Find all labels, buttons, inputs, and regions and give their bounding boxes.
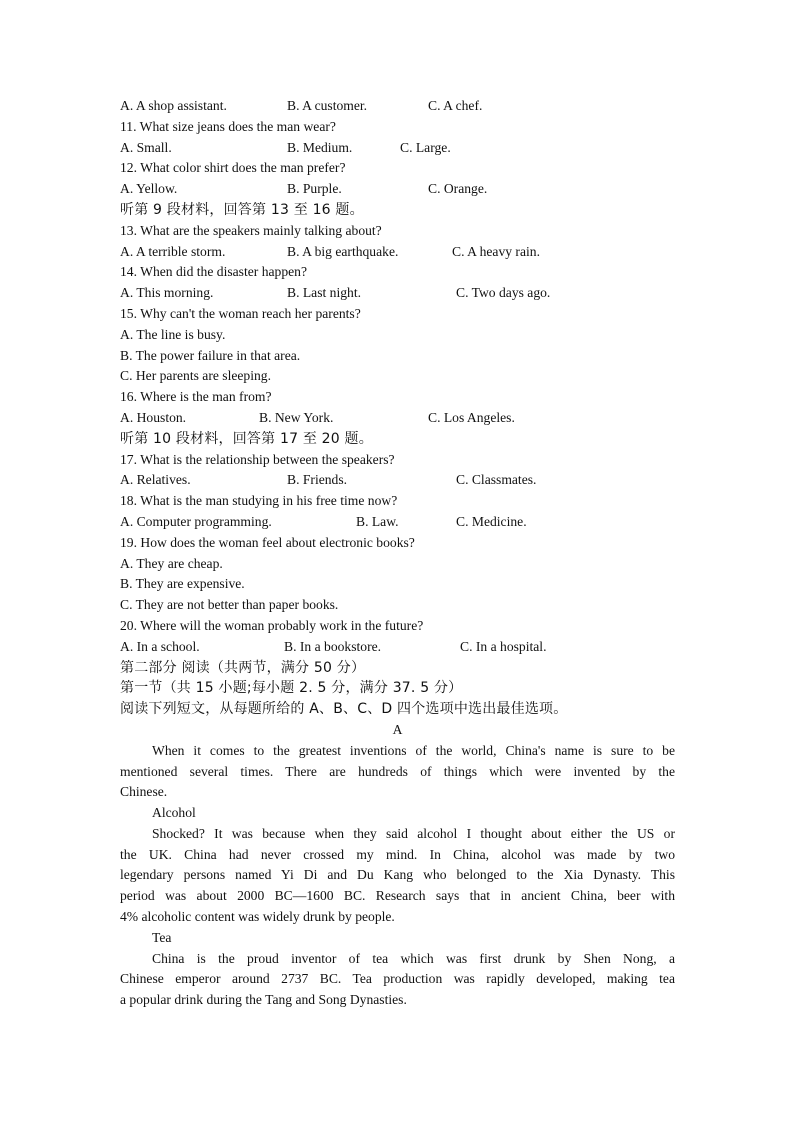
- q10-option-a: A. A shop assistant.: [120, 98, 227, 113]
- q16-options: [120, 408, 675, 429]
- q12-option-a: A. Yellow.: [120, 181, 178, 197]
- q16-stem: 16. Where is the man from?: [120, 389, 272, 405]
- q12-options: [120, 179, 675, 200]
- heading-alcohol: Alcohol: [152, 805, 196, 821]
- passage-paragraph-2-line-5: 4% alcoholic content was widely drunk by people.: [120, 909, 395, 925]
- q11-stem: 11. What size jeans does the man wear?: [120, 118, 336, 134]
- part-2-title: 第二部分 阅读（共两节，满分 50 分）: [120, 659, 366, 676]
- q13-stem: 13. What are the speakers mainly talking about?: [120, 222, 382, 238]
- q15-option-b: B. The power failure in that area.: [120, 347, 301, 363]
- q16-option-c: C. Los Angeles.: [428, 409, 515, 425]
- q17-stem: 17. What is the relationship between the speakers?: [120, 451, 395, 467]
- q10-options: [120, 96, 675, 117]
- q15-stem: 15. Why can't the woman reach her parents?: [120, 305, 361, 321]
- q12-stem: 12. What color shirt does the man prefer?: [120, 160, 346, 176]
- passage-paragraph-1-line-3: Chinese.: [120, 784, 168, 800]
- section-1-title: 第一节（共 15 小题;每小题 2. 5 分，满分 37. 5 分）: [120, 680, 463, 697]
- q14-option-b: B. Last night.: [287, 285, 362, 301]
- q20-option-b: B. In a bookstore.: [284, 638, 382, 654]
- q20-options: [120, 637, 675, 658]
- q15-option-a: A. The line is busy.: [120, 326, 226, 342]
- q18-option-b: B. Law.: [356, 513, 399, 529]
- passage-paragraph-3-line-2: Chinese emperor around 2737 BC. Tea production was rapidly developed, making tea: [120, 971, 675, 987]
- section-10-heading: 听第 10 段材料，回答第 17 至 20 题。: [120, 430, 373, 447]
- q11-option-c: C. Large.: [400, 139, 451, 155]
- q19-option-c: C. They are not better than paper books.: [120, 597, 339, 613]
- q14-options: [120, 283, 675, 304]
- passage-paragraph-2-line-2: the UK. China had never crossed my mind. In China, alcohol was made by two: [120, 846, 675, 862]
- q11-option-a: A. Small.: [120, 139, 172, 155]
- q18-option-a: A. Computer programming.: [120, 513, 272, 529]
- q10-option-c: C. A chef.: [428, 98, 483, 113]
- q14-stem: 14. When did the disaster happen?: [120, 264, 307, 280]
- q14-option-c: C. Two days ago.: [456, 285, 551, 301]
- passage-paragraph-2-line-1: Shocked? It was because when they said alcohol I thought about either the US or: [152, 825, 675, 841]
- q11-option-b: B. Medium.: [287, 139, 353, 155]
- q20-option-c: C. In a hospital.: [460, 638, 547, 654]
- q12-option-b: B. Purple.: [287, 181, 342, 197]
- q17-option-b: B. Friends.: [287, 472, 348, 488]
- q17-option-a: A. Relatives.: [120, 472, 191, 488]
- reading-instructions: 阅读下列短文，从每题所给的 A、B、C、D 四个选项中选出最佳选项。: [120, 701, 568, 718]
- q20-stem: 20. Where will the woman probably work in the future?: [120, 617, 424, 633]
- exam-page: [120, 96, 675, 1011]
- q13-option-a: A. A terrible storm.: [120, 243, 226, 259]
- q11-options: [120, 138, 675, 159]
- q18-options: [120, 512, 675, 533]
- heading-tea: Tea: [152, 929, 172, 945]
- passage-paragraph-1-line-1: When it comes to the greatest inventions of the world, China's name is sure to be: [152, 742, 675, 758]
- q16-option-b: B. New York.: [259, 409, 334, 425]
- section-9-heading: 听第 9 段材料，回答第 13 至 16 题。: [120, 201, 364, 218]
- q17-options: [120, 470, 675, 491]
- passage-paragraph-3-line-3: a popular drink during the Tang and Song Dynasties.: [120, 992, 407, 1008]
- q18-option-c: C. Medicine.: [456, 513, 527, 529]
- q10-option-b: B. A customer.: [287, 98, 368, 113]
- q19-stem: 19. How does the woman feel about electronic books?: [120, 534, 415, 550]
- q19-option-a: A. They are cheap.: [120, 555, 223, 571]
- passage-paragraph-1-line-2: mentioned several times. There are hundreds of things which were invented by the: [120, 763, 675, 779]
- q13-option-b: B. A big earthquake.: [287, 243, 399, 259]
- q15-option-c: C. Her parents are sleeping.: [120, 368, 271, 384]
- q13-option-c: C. A heavy rain.: [452, 243, 540, 259]
- passage-paragraph-2-line-3: legendary persons named Yi Di and Du Kang who belonged to the Xia Dynasty. This: [120, 867, 675, 883]
- q17-option-c: C. Classmates.: [456, 472, 537, 488]
- q13-options: [120, 242, 675, 263]
- passage-label: A: [392, 721, 403, 737]
- q12-option-c: C. Orange.: [428, 181, 488, 197]
- q20-option-a: A. In a school.: [120, 638, 200, 654]
- q19-option-b: B. They are expensive.: [120, 576, 245, 592]
- passage-paragraph-3-line-1: China is the proud inventor of tea which was first drunk by Shen Nong, a: [152, 950, 675, 966]
- q14-option-a: A. This morning.: [120, 285, 214, 301]
- q16-option-a: A. Houston.: [120, 409, 187, 425]
- q18-stem: 18. What is the man studying in his free time now?: [120, 493, 398, 509]
- passage-paragraph-2-line-4: period was about 2000 BC—1600 BC. Research says that in ancient China, beer with: [120, 888, 675, 904]
